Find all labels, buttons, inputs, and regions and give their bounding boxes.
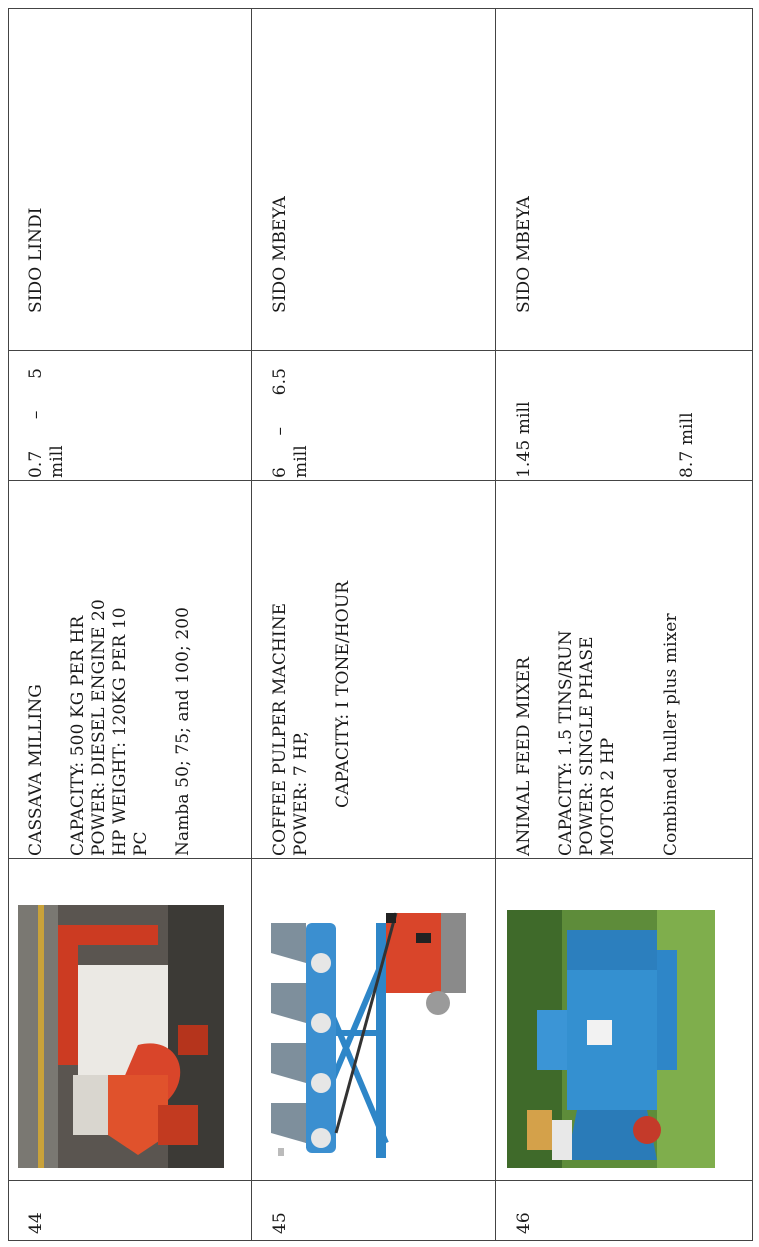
row-number: 45: [270, 1212, 290, 1234]
spec-capacity: CAPACITY: 1.5 TINS/RUN: [556, 630, 576, 856]
cassava-mill-photo: [18, 905, 224, 1168]
table-row: [252, 8, 495, 1240]
price-range: 0.7 – 5: [26, 368, 46, 478]
coffee-pulper-photo: [266, 893, 481, 1178]
spec-power: POWER: DIESEL ENGINE 20: [89, 599, 109, 856]
item-title: CASSAVA MILLING: [26, 684, 46, 856]
table-border-right: [752, 8, 753, 1240]
feed-mixer-photo: [507, 910, 715, 1168]
table-border-bottom: [8, 1240, 753, 1241]
item-title: COFFEE PULPER MACHINE: [270, 602, 290, 856]
item-note: Namba 50; 75; and 100; 200: [173, 606, 193, 856]
spec-capacity: CAPACITY: 500 KG PER HR: [68, 615, 88, 856]
price-unit: mill: [291, 445, 311, 478]
item-note: Combined huller plus mixer: [661, 613, 681, 856]
price-unit: mill: [47, 445, 67, 478]
table-row: [8, 8, 251, 1240]
item-title: ANIMAL FEED MIXER: [514, 656, 534, 856]
spec-capacity: CAPACITY: I TONE/HOUR: [333, 580, 353, 808]
spec-weight-cont: PC: [131, 831, 151, 856]
spec-weight: HP WEIGHT: 120KG PER 10: [110, 607, 130, 856]
table-row: [496, 8, 752, 1240]
row-number: 44: [26, 1212, 46, 1234]
price-value: 1.45 mill: [514, 401, 534, 478]
supplier: SIDO LINDI: [26, 207, 46, 313]
price-value-combined: 8.7 mill: [677, 412, 697, 478]
spec-power: POWER: 7 HP,: [291, 731, 311, 856]
spec-motor: MOTOR 2 HP: [598, 737, 618, 856]
spec-power: POWER: SINGLE PHASE: [577, 636, 597, 856]
row-number: 46: [514, 1212, 534, 1234]
supplier: SIDO MBEYA: [514, 196, 534, 313]
price-range: 6 – 6.5: [270, 368, 290, 478]
supplier: SIDO MBEYA: [270, 196, 290, 313]
